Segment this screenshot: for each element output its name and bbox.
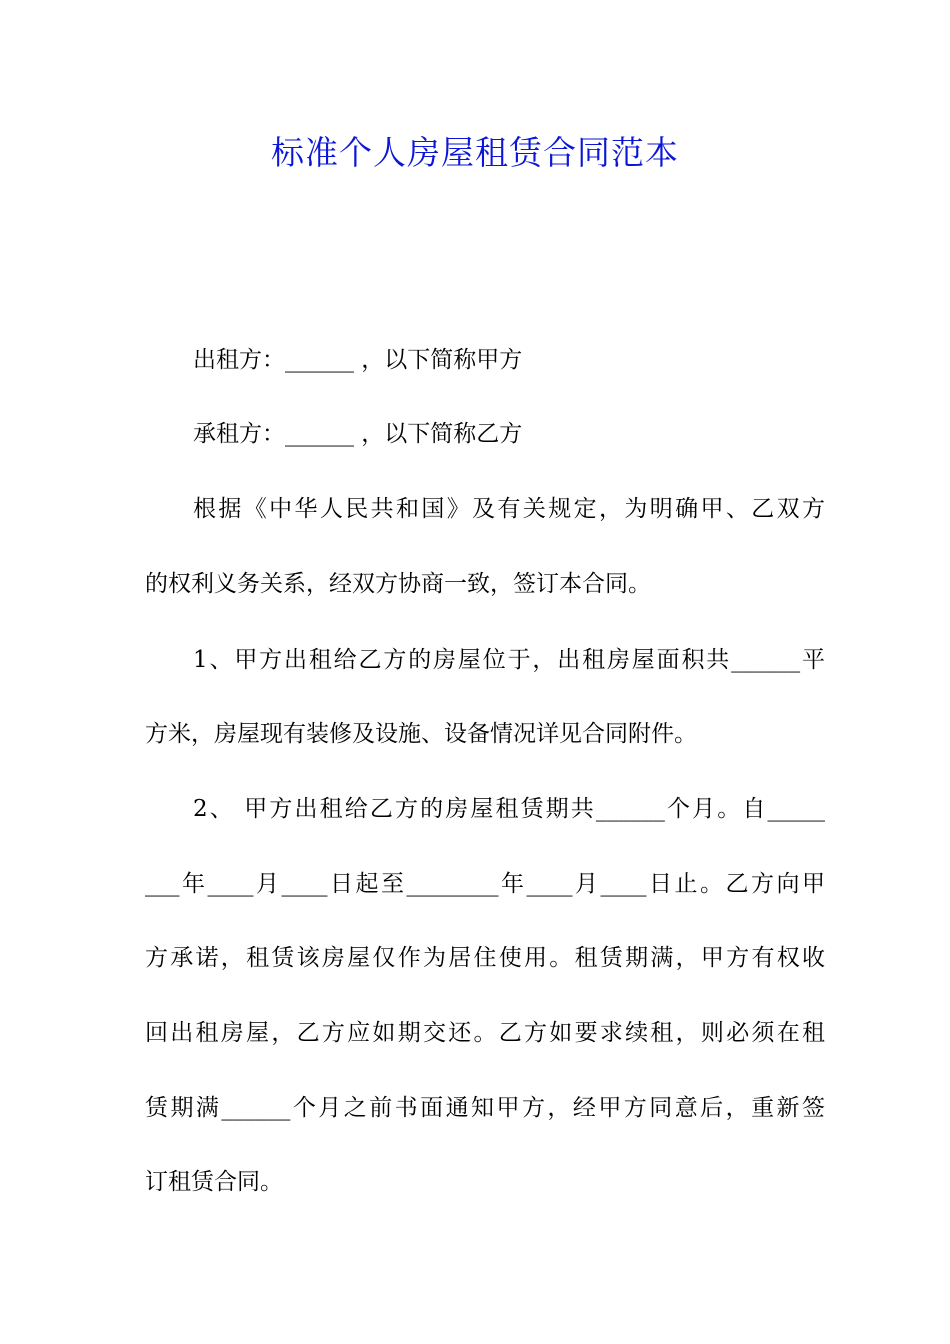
lessor-line: 出租方：______ ，以下简称甲方 bbox=[193, 347, 523, 373]
lessee-line: 承租方：______ ，以下简称乙方 bbox=[193, 421, 523, 447]
preamble-line-2: 的权利义务关系，经双方协商一致，签订本合同。 bbox=[145, 571, 651, 597]
clause-2-line-2: ___年____月____日起至________年____月____日止。乙方向甲 bbox=[145, 871, 825, 897]
clause-1-line-2: 方米，房屋现有装修及设施、设备情况详见合同附件。 bbox=[145, 721, 697, 747]
clause-2-line-5: 赁期满______个月之前书面通知甲方，经甲方同意后，重新签 bbox=[145, 1095, 825, 1121]
clause-2-line-6: 订租赁合同。 bbox=[145, 1169, 283, 1195]
clause-2-line-4: 回出租房屋，乙方应如期交还。乙方如要求续租，则必须在租 bbox=[145, 1020, 825, 1046]
clause-2-line-1: 2、 甲方出租给乙方的房屋租赁期共______个月。自_____ bbox=[193, 796, 825, 822]
clause-1-line-1: 1、甲方出租给乙方的房屋位于，出租房屋面积共______平 bbox=[193, 647, 825, 673]
document-title: 标准个人房屋租赁合同范本 bbox=[271, 133, 679, 172]
clause-2-line-3: 方承诺，租赁该房屋仅作为居住使用。租赁期满，甲方有权收 bbox=[145, 945, 825, 971]
preamble-line-1: 根据《中华人民共和国》及有关规定，为明确甲、乙双方 bbox=[193, 496, 825, 522]
